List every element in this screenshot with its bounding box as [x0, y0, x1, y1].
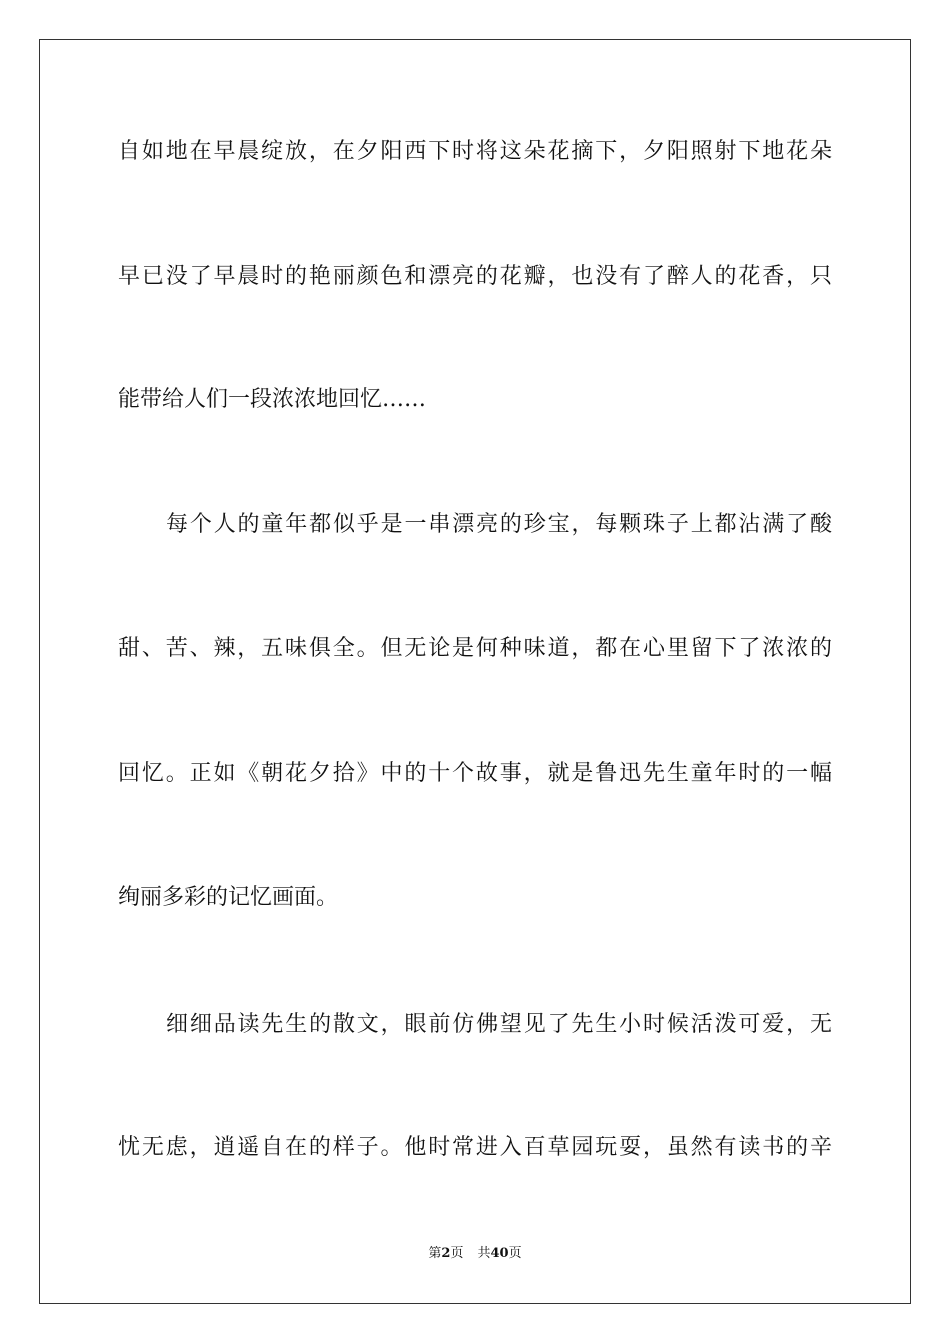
page-number: 2 [441, 1246, 451, 1261]
paragraph-3-first-line: 细细品读先生的散文，眼前仿佛望见了先生小时候活泼可爱，无 [166, 1012, 832, 1037]
total-label-prefix: 共 [477, 1246, 491, 1261]
page-border [39, 39, 911, 1304]
page-label-prefix: 第 [428, 1246, 442, 1261]
page-label-suffix: 页 [450, 1246, 464, 1261]
text-line-1: 自如地在早晨绽放，在夕阳西下时将这朵花摘下，夕阳照射下地花朵 [118, 139, 832, 164]
text-line-3: 能带给人们一段浓浓地回忆…… [118, 387, 427, 412]
total-pages: 40 [490, 1246, 509, 1261]
total-label-suffix: 页 [508, 1246, 522, 1261]
paragraph-2-first-line: 每个人的童年都似乎是一串漂亮的珍宝，每颗珠子上都沾满了酸 [166, 512, 832, 537]
text-line-2: 早已没了早晨时的艳丽颜色和漂亮的花瓣，也没有了醉人的花香，只 [118, 264, 832, 289]
text-line-7: 绚丽多彩的记忆画面。 [118, 885, 339, 910]
text-line-6: 回忆。正如《朝花夕拾》中的十个故事，就是鲁迅先生童年时的一幅 [118, 761, 832, 786]
text-line-9: 忧无虑，逍遥自在的样子。他时常进入百草园玩耍，虽然有读书的辛 [118, 1135, 832, 1160]
text-line-5: 甜、苦、辣，五味俱全。但无论是何种味道，都在心里留下了浓浓的 [118, 636, 832, 661]
page-footer [0, 1245, 950, 1263]
